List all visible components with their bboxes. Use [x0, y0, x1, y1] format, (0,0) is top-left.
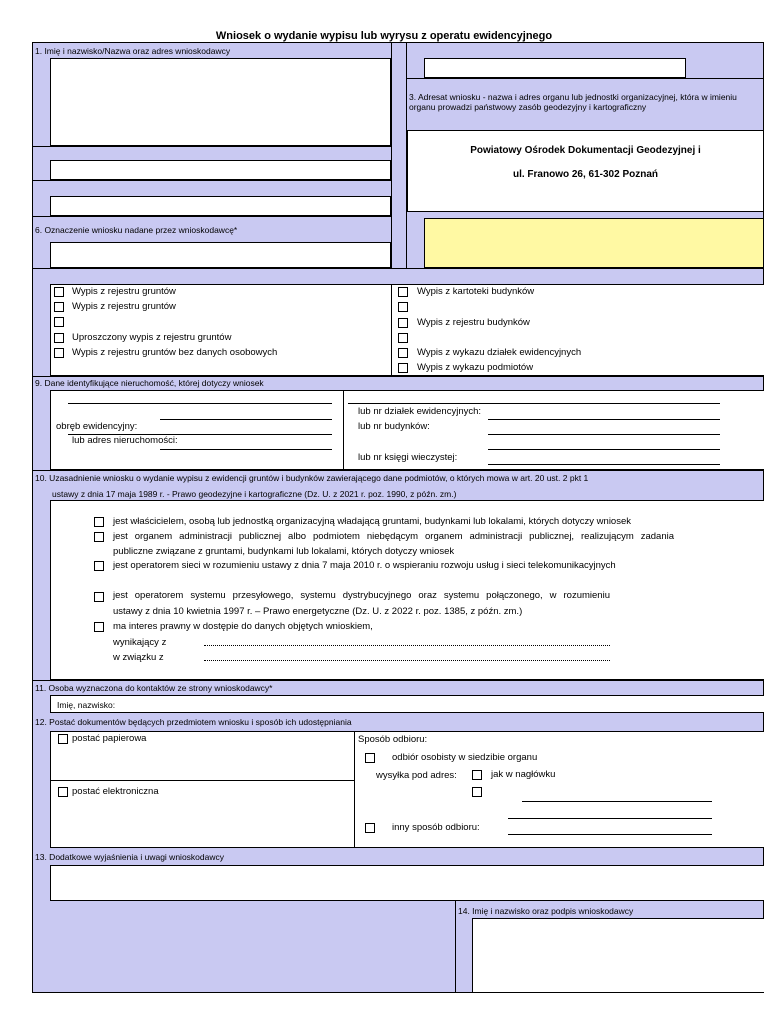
- checkbox-left-2[interactable]: [54, 302, 64, 312]
- land-register-label: lub nr księgi wieczystej:: [358, 452, 458, 463]
- recipient-org-name: Powiatowy Ośrodek Dokumentacji Geodezyjnej i: [470, 145, 701, 156]
- option-left-4: Uproszczony wypis z rejestru gruntów: [72, 332, 232, 343]
- option-left-5: Wypis z rejestru gruntów bez danych osobowych: [72, 347, 278, 358]
- header-address-label: jak w nagłówku: [491, 769, 556, 780]
- checkbox-left-4[interactable]: [54, 333, 64, 343]
- option-right-3: Wypis z rejestru budynków: [417, 317, 530, 328]
- section-9-label: 9. Dane identyfikujące nieruchomość, której dotyczy wniosek: [35, 378, 264, 388]
- opt-transmission-operator-cont: ustawy z dnia 10 kwietnia 1997 r. – Prawo energetyczne (Dz. U. z 2022 r. poz. 1385, z późn. zm.): [113, 606, 523, 617]
- section-10-label: 10. Uzasadnienie wniosku o wydanie wypisu z ewidencji gruntów i budynków zawierającego dane podmiotów, o których mowa w art. 20 ust. 2 pkt 1: [35, 473, 589, 483]
- checkbox-electronic[interactable]: [58, 787, 68, 797]
- buildings-line[interactable]: [488, 434, 720, 435]
- address-line[interactable]: [160, 449, 332, 450]
- section-11-label: 11. Osoba wyznaczona do kontaktów ze strony wnioskodawcy*: [35, 683, 273, 693]
- form-title: Wniosek o wydanie wypisu lub wyrysu z operatu ewidencyjnego: [215, 30, 553, 42]
- section-14-label: 14. Imię i nazwisko oraz podpis wnioskodawcy: [458, 906, 634, 916]
- checkbox-right-3[interactable]: [398, 318, 408, 328]
- checkbox-left-5[interactable]: [54, 348, 64, 358]
- checkbox-paper[interactable]: [58, 734, 68, 744]
- contact-name-label: Imię, nazwisko:: [57, 700, 116, 710]
- opt-legal-interest: ma interes prawny w dostępie do danych objętych wnioskiem,: [113, 621, 373, 632]
- obreb-line[interactable]: [160, 419, 332, 420]
- applicant-address-field-1[interactable]: [50, 160, 391, 180]
- opt-public-authority: jest organem administracji publicznej albo podmiotem niebędącym organem administracji publicznej, realizującym zadania: [113, 531, 674, 542]
- section-6-label: 6. Oznaczenie wniosku nadane przez wnioskodawcę*: [35, 225, 238, 235]
- official-use-field: [424, 218, 764, 268]
- option-right-6: Wypis z wykazu podmiotów: [417, 362, 534, 373]
- other-method-label: inny sposób odbioru:: [392, 822, 480, 833]
- checkbox-personal-pickup[interactable]: [365, 753, 375, 763]
- checkbox-legal-interest[interactable]: [94, 622, 104, 632]
- checkbox-public-authority[interactable]: [94, 532, 104, 542]
- obreb-label: obręb ewidencyjny:: [56, 421, 138, 432]
- checkbox-left-1[interactable]: [54, 287, 64, 297]
- option-right-5: Wypis z wykazu działek ewidencyjnych: [417, 347, 582, 358]
- personal-pickup-label: odbiór osobisty w siedzibie organu: [392, 752, 538, 763]
- checkbox-right-1[interactable]: [398, 287, 408, 297]
- opt-owner: jest właścicielem, osobą lub jednostką organizacyjną władającą gruntami, budynkami lub lokalami, których dotyczy wniosek: [113, 516, 632, 527]
- checkbox-header-address[interactable]: [472, 770, 482, 780]
- remarks-field[interactable]: [50, 865, 764, 901]
- applicant-address-field-2[interactable]: [50, 196, 391, 216]
- parcels-label: lub nr działek ewidencyjnych:: [358, 406, 482, 417]
- signature-field[interactable]: [472, 918, 764, 993]
- section-3-label: 3. Adresat wniosku - nazwa i adres organu lub jednostki organizacyjnej, która w imieniu organu prowadzi państwowy zasób geodezyjny i kartograficzny: [409, 92, 737, 112]
- checkbox-other-method[interactable]: [365, 823, 375, 833]
- checkbox-transmission-operator[interactable]: [94, 592, 104, 602]
- buildings-label: lub nr budynków:: [358, 421, 430, 432]
- in-connection-label: w związku z: [113, 652, 164, 663]
- land-register-line[interactable]: [488, 464, 720, 465]
- applicant-name-field[interactable]: [50, 58, 391, 146]
- electronic-label: postać elektroniczna: [72, 786, 159, 797]
- parcels-line[interactable]: [488, 419, 720, 420]
- section-10-label-cont: ustawy z dnia 17 maja 1989 r. - Prawo geodezyjne i kartograficzne (Dz. U. z 2021 r. poz. 1990, z późn. zm.): [52, 489, 457, 499]
- section-12-label: 12. Postać dokumentów będących przedmiotem wniosku i sposób ich udostępniania: [35, 717, 352, 727]
- checkbox-other-address[interactable]: [472, 787, 482, 797]
- checkbox-right-6[interactable]: [398, 363, 408, 373]
- other-address-line[interactable]: [522, 801, 712, 802]
- option-left-2: Wypis z rejestru gruntów: [72, 301, 176, 312]
- checkbox-network-operator[interactable]: [94, 561, 104, 571]
- delivery-method-label: Sposób odbioru:: [358, 734, 428, 745]
- section-13-label: 13. Dodatkowe wyjaśnienia i uwagi wnioskodawcy: [35, 852, 224, 862]
- request-reference-field[interactable]: [50, 242, 391, 268]
- other-method-line[interactable]: [508, 834, 712, 835]
- checkbox-right-2[interactable]: [398, 302, 408, 312]
- opt-network-operator: jest operatorem sieci w rozumieniu ustawy z dnia 7 maja 2010 r. o wspieraniu rozwoju usług i sieci telekomunikacyjnych: [113, 560, 616, 571]
- mail-to-label: wysyłka pod adres:: [376, 770, 457, 781]
- address-label: lub adres nieruchomości:: [72, 435, 178, 446]
- recipient-org-address: ul. Franowo 26, 61-302 Poznań: [512, 169, 659, 180]
- opt-transmission-operator: jest operatorem systemu przesyłowego, systemu dystrybucyjnego oraz systemu połączonego, w rozumieniu: [113, 590, 610, 601]
- checkbox-left-3[interactable]: [54, 317, 64, 327]
- application-number-field[interactable]: [424, 58, 686, 78]
- checkbox-owner[interactable]: [94, 517, 104, 527]
- option-left-1: Wypis z rejestru gruntów: [72, 286, 176, 297]
- option-right-1: Wypis z kartoteki budynków: [417, 286, 535, 297]
- checkbox-right-4[interactable]: [398, 333, 408, 343]
- resulting-from-line[interactable]: [204, 645, 610, 646]
- contact-person-field[interactable]: [50, 695, 764, 713]
- in-connection-line[interactable]: [204, 660, 610, 661]
- checkbox-right-5[interactable]: [398, 348, 408, 358]
- resulting-from-label: wynikający z: [113, 637, 167, 648]
- paper-label: postać papierowa: [72, 733, 147, 744]
- section-1-label: 1. Imię i nazwisko/Nazwa oraz adres wnioskodawcy: [35, 46, 231, 56]
- opt-public-authority-cont: publiczne związane z gruntami, budynkami lub lokalami, których dotyczy wniosek: [113, 546, 455, 557]
